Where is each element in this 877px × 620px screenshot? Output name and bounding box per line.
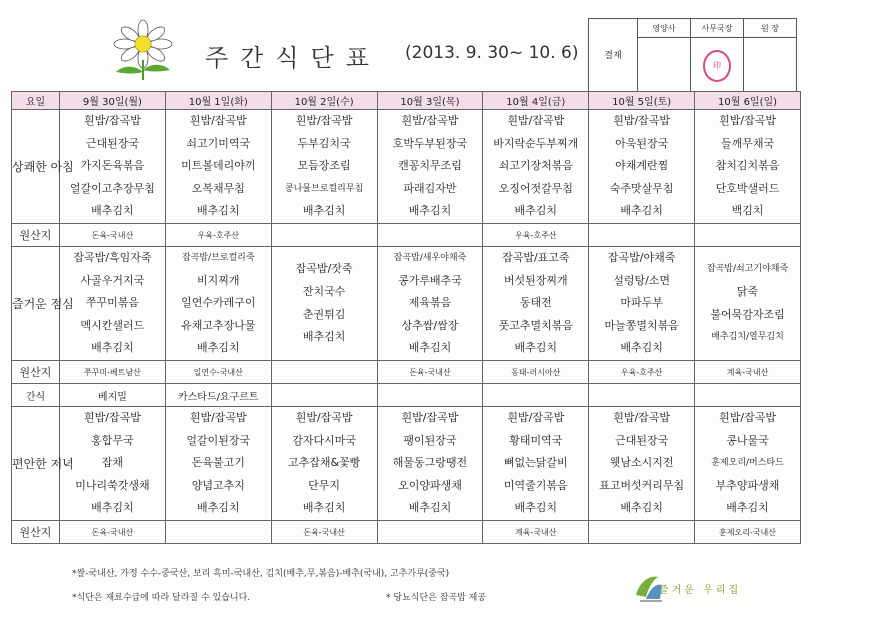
menu-cell [60,110,166,224]
menu-cell [271,247,377,361]
origin-cell: 돈육-국내산 [377,361,483,384]
logo-text: 즐거운 우리집 [659,585,742,596]
day-header: 10월 1일(화) [165,92,271,110]
menu-cell [271,407,377,521]
origin-cell: 계육-국내산 [483,521,589,544]
menu-item: 야채계란찜 [615,159,669,173]
origin-cell: 돈육-국내산 [60,521,166,544]
origin-cell: 우육-호주산 [483,224,589,247]
menu-item: 유채고추장나물 [181,318,256,332]
approval-role-director: 원 장 [744,19,797,38]
menu-cell [377,110,483,224]
origin-cell: 우육-호주산 [589,361,695,384]
menu-item: 두부김치국 [297,136,351,150]
day-header-row [12,92,801,110]
menu-cell [60,407,166,521]
menu-item: 배추김치 [302,330,346,344]
origin-cell [589,224,695,247]
menu-cell [483,247,589,361]
origin-cell [377,521,483,544]
day-header: 10월 2일(수) [271,92,377,110]
day-header: 10월 5일(토) [589,92,695,110]
approval-sign-director [744,38,797,94]
menu-item: 비지찌개 [197,273,240,287]
menu-cell [695,110,801,224]
menu-item: 바지락순두부찌개 [493,136,579,150]
menu-item: 미역줄기볶음 [503,478,568,492]
menu-item: 콩가루배추국 [398,273,462,287]
page-title: 주간식단표 [205,44,381,72]
menu-item: 잡채 [101,456,124,470]
dinner-origin-row [12,521,801,544]
menu-item: 흰밥/잡곡밥 [613,114,671,128]
menu-item: 잡곡밥/새우야채죽 [393,253,467,264]
menu-item: 뼈없는닭갈비 [503,456,568,470]
origin-cell [695,224,801,247]
menu-item: 쇠고기장처볶음 [498,159,573,173]
day-header: 10월 3일(목) [377,92,483,110]
breakfast-origin-row [12,224,801,247]
lunch-origin-row [12,361,801,384]
origin-cell: 돈육-국내산 [271,521,377,544]
menu-item: 쇠고기미역국 [186,136,251,150]
menu-item: 팽이된장국 [403,433,457,447]
menu-item: 배추김치 [91,341,134,355]
menu-item: 숙주맛살무침 [609,181,674,195]
approval-role-secretary: 사무국장 [691,19,744,38]
menu-cell [589,247,695,361]
menu-item: 웻남소시지전 [609,456,674,470]
menu-item: 잡곡밥/야채죽 [607,251,676,265]
origin-cell [271,361,377,384]
menu-item: 흰밥/잡곡밥 [295,114,353,128]
menu-item: 잡곡밥/브로컬리죽 [181,253,255,264]
menu-item: 단호박샐러드 [715,181,780,195]
menu-item: 배추김치 [197,501,240,515]
lunch-row [12,247,801,361]
menu-item: 배추김치 [620,501,663,515]
menu-item: 잡곡밥/쇠고기야채죽 [706,264,789,275]
menu-item: 흰밥/잡곡밥 [84,114,141,128]
menu-item: 배추김치 [408,204,452,218]
menu-item: 동태전 [519,296,552,310]
day-header: 9월 30일(월) [60,92,166,110]
menu-item: 배추김치 [726,501,769,515]
menu-item: 캔꽁치무조림 [398,159,462,173]
daisy-flower-icon [104,20,182,82]
menu-item: 흰밥/잡곡밥 [401,114,459,128]
origin-cell: 쭈꾸미-베트남산 [60,361,166,384]
menu-item: 오이양파생채 [398,478,462,492]
menu-cell [165,247,271,361]
menu-item: 배추김치 [302,204,346,218]
approval-label: 결재 [589,19,638,94]
day-header: 10월 4일(금) [483,92,589,110]
menu-item: 상추쌈/쌈장 [401,318,459,332]
menu-item: 흰밥/잡곡밥 [507,114,565,128]
menu-item: 모듬장조림 [297,159,351,173]
menu-item: 흰밥/잡곡밥 [189,411,247,425]
menu-item: 단무지 [308,478,341,492]
snack-row [12,384,801,407]
menu-cell [377,407,483,521]
menu-item: 양념고추지 [191,478,245,492]
menu-item: 버섯된장찌개 [503,273,568,287]
menu-item: 설렁탕/소면 [613,273,671,287]
menu-item: 배추김치 [620,204,663,218]
menu-item: 배추김치 [514,341,558,355]
menu-item: 제육볶음 [408,296,452,310]
menu-cell [377,247,483,361]
origin-note: *쌀-국내산, 가정 수수-중국산, 보리 흑미-국내산, 김치(배추,무,볶음)-배추(국내), 고추가루(중국) [72,569,450,579]
menu-cell [271,110,377,224]
menu-item: 풋고추멸치볶음 [498,318,573,332]
approval-role-dietitian: 영양사 [638,19,691,38]
menu-item: 잡곡밥/표고죽 [502,251,570,265]
menu-cell [695,247,801,361]
snack-label: 간식 [12,384,60,407]
menu-item: 흰밥/잡곡밥 [189,114,247,128]
menu-item: 가지돈육볶음 [80,159,145,173]
menu-item: 흰밥/잡곡밥 [295,411,353,425]
origin-cell [589,521,695,544]
menu-item: 배추김치 [514,204,558,218]
menu-item: 잡곡밥/흑임자죽 [73,251,152,265]
approval-box [588,18,797,94]
menu-cell [589,407,695,521]
weekday-corner-label: 요일 [12,92,60,110]
origin-label: 원산지 [12,521,60,544]
menu-item: 홍합무국 [91,433,134,447]
menu-item: 황태미역국 [509,433,563,447]
menu-cell [165,407,271,521]
diabetic-note: * 당뇨식단은 잡곡밥 제공 [386,593,487,603]
origin-cell: 돈육-국내산 [60,224,166,247]
menu-item: 사골우거지국 [80,273,145,287]
menu-item: 잡곡밥/잣죽 [295,262,353,276]
menu-item: 얼갈이된장국 [186,433,251,447]
menu-item: 불어묵감자조림 [710,307,785,321]
day-header: 10월 6일(일) [695,92,801,110]
menu-item: 백김치 [731,204,764,218]
approval-sign-dietitian [638,38,691,94]
approval-sign-secretary [691,38,744,94]
menu-item: 돈육불고기 [191,456,245,470]
origin-cell [377,224,483,247]
menu-item: 호박두부된장국 [392,136,468,150]
origin-label: 원산지 [12,361,60,384]
origin-cell: 일연수-국내산 [165,361,271,384]
page-header [0,0,877,90]
menu-item: 콩나물국 [726,433,769,447]
menu-cell [483,110,589,224]
menu-item: 훈제오리/머스타드 [711,458,784,469]
dinner-row [12,407,801,521]
menu-item: 마파두부 [620,296,663,310]
menu-item: 배추김치 [408,501,452,515]
origin-cell: 훈제오리-국내산 [695,521,801,544]
menu-item: 일연수카레구이 [181,296,256,310]
menu-item: 흰밥/잡곡밥 [84,411,141,425]
seal-stamp-icon: 印 [703,50,731,82]
menu-item: 배추김치 [514,501,558,515]
menu-item: 흰밥/잡곡밥 [719,114,776,128]
breakfast-row [12,110,801,224]
origin-cell: 우육-호주산 [165,224,271,247]
menu-item: 고추잡채&꽃빵 [287,456,361,470]
menu-item: 오징어젓갈무침 [498,181,573,195]
menu-item: 근대된장국 [615,433,669,447]
menu-item: 닭죽 [736,284,759,298]
snack-cell [589,384,695,407]
menu-item: 오복채무침 [191,181,245,195]
menu-item: 흰밥/잡곡밥 [613,411,671,425]
breakfast-label: 상쾌한 아침 [12,110,60,224]
menu-item: 흰밥/잡곡밥 [401,411,459,425]
menu-cell [695,407,801,521]
snack-cell [377,384,483,407]
menu-item: 아욱된장국 [615,136,669,150]
origin-cell: 계육-국내산 [695,361,801,384]
menu-item: 배추김치 [408,341,452,355]
weekly-menu-table [11,91,801,544]
menu-item: 얼갈이고추장무침 [69,181,155,195]
menu-cell [483,407,589,521]
menu-item: 잔치국수 [302,284,346,298]
menu-cell [589,110,695,224]
menu-item: 콩나물브로컬리무침 [284,183,364,194]
origin-cell [271,224,377,247]
menu-item: 근대된장국 [85,136,139,150]
menu-item: 미트볼데리야끼 [181,159,256,173]
origin-cell: 동태-러시아산 [483,361,589,384]
menu-item: 흰밥/잡곡밥 [719,411,776,425]
snack-cell: 카스타드/요구르트 [165,384,271,407]
lunch-label: 즐거운 점심 [12,247,60,361]
snack-cell [695,384,801,407]
menu-item: 해물동그랑땡전 [392,456,468,470]
menu-item: 배추김치 [302,501,346,515]
menu-item: 배추김치 [91,204,134,218]
menu-item: 배추김치/열무김치 [711,332,784,343]
origin-label: 원산지 [12,224,60,247]
menu-item: 배추김치 [620,341,663,355]
change-note: *식단은 재료수급에 따라 달라질 수 있습니다. [72,593,251,603]
snack-cell [271,384,377,407]
dinner-label: 편안한 저녁 [12,407,60,521]
menu-item: 배추김치 [197,204,240,218]
snack-cell [483,384,589,407]
menu-cell [165,110,271,224]
menu-cell [60,247,166,361]
menu-item: 부추양파생채 [715,478,780,492]
snack-cell: 베지밀 [60,384,166,407]
menu-item: 참치김치볶음 [715,159,780,173]
menu-item: 미나리쑥갓생채 [75,478,150,492]
menu-item: 들깨무채국 [720,136,775,150]
menu-item: 춘권튀김 [302,307,346,321]
menu-item: 멕시칸샐러드 [80,318,145,332]
menu-item: 마늘쫑멸치볶음 [604,318,679,332]
menu-period: (2013. 9. 30~ 10. 6) [405,43,579,63]
menu-item: 표고버섯커리무침 [599,478,685,492]
menu-item: 쭈꾸미볶음 [85,296,139,310]
origin-cell [165,521,271,544]
menu-item: 배추김치 [91,501,134,515]
menu-item: 배추김치 [197,341,240,355]
menu-item: 감자다시마국 [292,433,356,447]
menu-item: 흰밥/잡곡밥 [507,411,565,425]
menu-item: 파래김자반 [403,181,457,195]
